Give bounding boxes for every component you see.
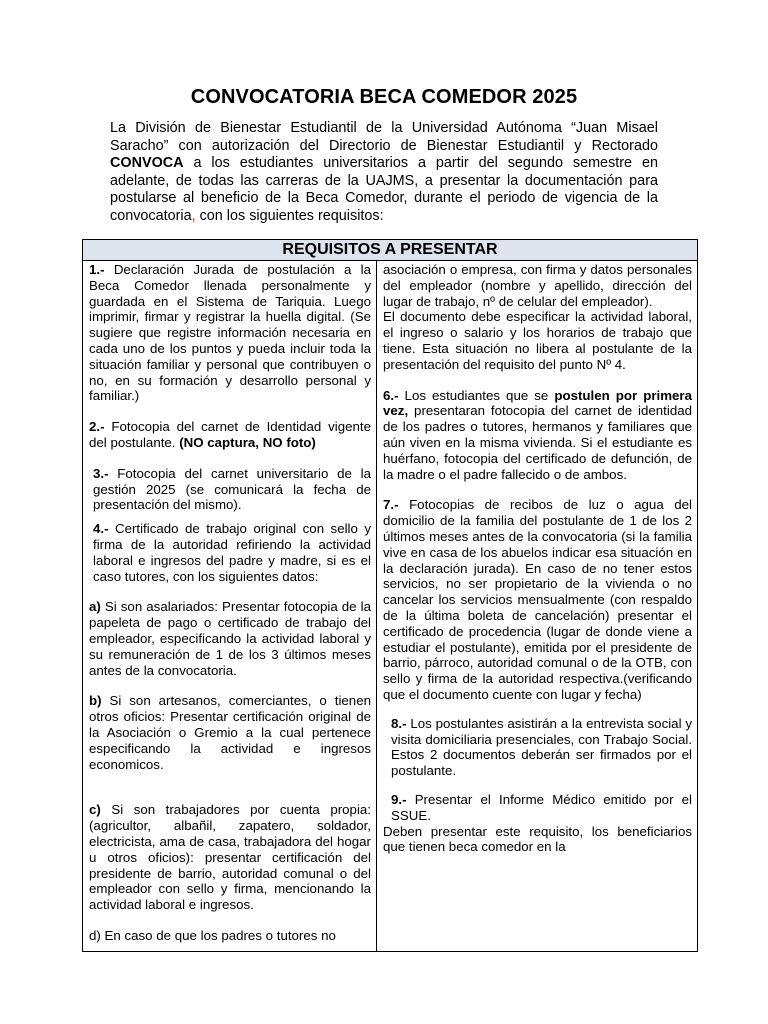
requirement-4c [89,802,371,913]
requirement-9 [383,792,692,824]
requirement-4b-label: b) [89,693,102,709]
requirement-4-number: 4.- [93,521,109,537]
requirement-4a [89,599,371,678]
requirement-7-number: 7.- [383,497,399,513]
requirement-4 [89,521,371,584]
requirement-6-emphasis: postulen por primera vez, [383,387,692,419]
requirement-6-text-2: presentaran fotocopia del carnet de identidad de los padres o tutores, hermanos y familiares que aún viven en la misma vivienda. Si el estudiante es huérfano, fotocopia del certificado de defunción, de la madre o el padre fallecido o de ambos. [383,403,692,482]
requirements-left-column [83,261,377,952]
requirement-3-text: Fotocopia del carnet universitario de la gestión 2025 (se comunicará la fecha de presentación del mismo). [93,465,371,513]
requirement-7 [383,497,692,702]
intro-text-3: con los siguientes requisitos: [195,207,384,224]
requirement-4c-text: Si son trabajadores por cuenta propia: (agricultor, albañil, zapatero, soldador, electricista, ama de casa, trabajadora del hogar u otros oficios): presentar certificación del presidente de barrio, autoridad comunal o del empleador con sello y firma, mencionando la actividad laboral e ingresos. [89,802,371,913]
requirement-4a-text: Si son asalariados: Presentar fotocopia de la papeleta de pago o certificado de trabajo del empleador, especificando la actividad laboral y su remuneración de 1 de los 3 últimos meses antes de la convocatoria. [89,599,371,678]
requirement-2-text: Fotocopia del carnet de Identidad vigente del postulante. [89,419,371,450]
requirement-2-note: (NO captura, NO foto) [179,434,316,450]
requirement-6-text-1: Los estudiantes que se [398,387,555,403]
requirement-9-text: Presentar el Informe Médico emitido por el SSUE. [391,791,692,823]
intro-red-comma: , [191,207,196,224]
requirements-right-column [377,261,698,952]
requirement-4b-text: Si son artesanos, comerciantes, o tienen otros oficios: Presentar certificación original de la Asociación o Gremio a la cual pertenece especificando la actividad e ingresos economicos. [89,693,371,772]
requirement-1-number: 1.- [89,262,105,277]
intro-paragraph [110,120,658,226]
requirement-3-number: 3.- [93,465,109,481]
requirements-header: REQUISITOS A PRESENTAR [83,240,698,261]
requirement-3 [89,466,371,513]
requirement-continued-note: El documento debe especificar la actividad laboral, el ingreso o salario y los horarios de trabajo que tiene. Esta situación no libera al postulante de la presentación del requisito del punto Nº 4. [383,309,692,372]
requirement-1 [89,262,371,404]
page-title: CONVOCATORIA BECA COMEDOR 2025 [190,86,578,108]
requirement-9-note: Deben presentar este requisito, los beneficiarios que tienen beca comedor en la [383,823,692,855]
requirement-2 [89,419,371,451]
requirements-table [82,239,698,952]
requirement-4a-label: a) [89,599,101,615]
intro-convoca: CONVOCA [110,155,184,172]
requirement-8-number: 8.- [391,715,407,731]
requirement-8 [383,716,692,779]
requirement-4d: d) En caso de que los padres o tutores no [89,927,336,943]
requirement-9-number: 9.- [391,791,407,807]
requirement-2-number: 2.- [89,419,105,435]
requirement-6 [383,388,692,483]
intro-text-2: a los estudiantes universitarios a partir del segundo semestre en adelante, de todas las carreras de la UAJMS, a presentar la documentación para postularse al beneficio de la Beca Comedor, durante el periodo de vigencia de la convocatoria [110,155,658,224]
requirement-4-text: Certificado de trabajo original con sello y firma de la autoridad refiriendo la actividad laboral e ingresos del padre y madre, si es el caso tutores, con los siguientes datos: [93,521,371,584]
requirement-7-text: Fotocopias de recibos de luz o agua del domicilio de la familia del postulante de 1 de los 2 últimos meses antes de la convocatoria (si la familia vive en casa de los abuelos indicar esa situación en la declaración jurada). En caso de no tener estos servicios, no ser propietario de la vivienda o no cancelar los servicios mensualmente (con respaldo de la última boleta de cancelación) presentar el certificado de procedencia (lugar de donde viene a estudiar el postulante), emitida por el presidente de barrio, párroco, autoridad comunal o de la OTB, con sello y firma de la autoridad respectiva.(verificando que el documento cuente con lugar y fecha) [383,497,692,702]
requirement-4c-label: c) [89,802,101,818]
requirement-4b [89,693,371,772]
requirement-1-text: Declaración Jurada de postulación a la Beca Comedor llenada personalmente y guardada en el Sistema de Tariquia. Luego imprimir, firmar y registrar la huella digital. (Se sugiere que registre información necesaria en cada uno de los puntos y pueda incluir toda la situación familiar y personal que contribuyen o no, en su formación y desarrollo personal y familiar.) [89,262,371,404]
requirement-6-number: 6.- [383,387,399,403]
requirement-8-text: Los postulantes asistirán a la entrevista social y visita domiciliaria presenciales, con Trabajo Social. Estos 2 documentos deberán ser firmados por el postulante. [391,715,692,779]
requirement-continued: asociación o empresa, con firma y datos personales del empleador (nombre y apellido, dirección del lugar de trabajo, nº de celular del empleador). [383,262,692,309]
intro-text-1: La División de Bienestar Estudiantil de la Universidad Autónoma “Juan Misael Saracho” con autorización del Directorio de Bienestar Estudiantil y Rectorado [110,120,658,154]
